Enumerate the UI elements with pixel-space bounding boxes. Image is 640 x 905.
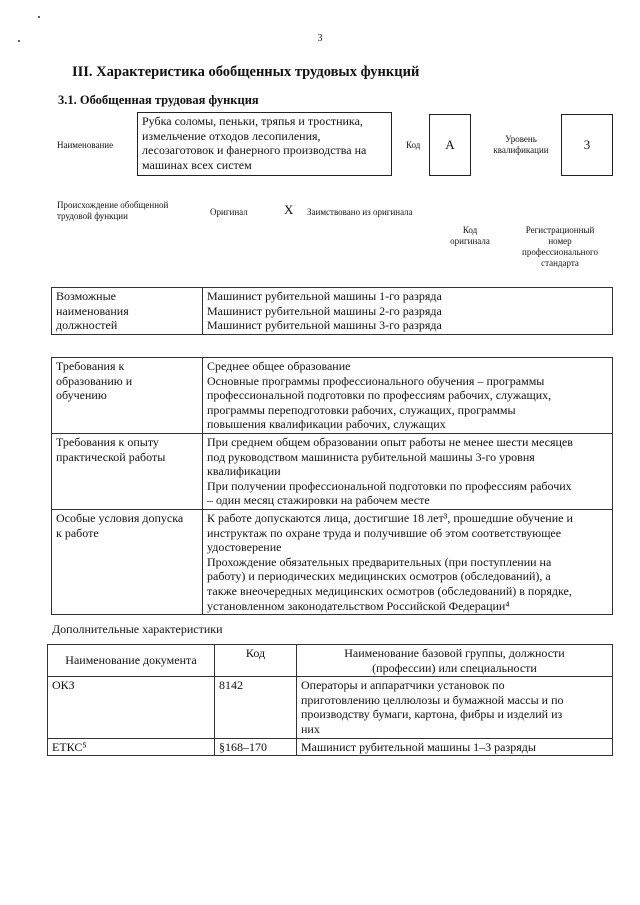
table-row <box>52 509 613 614</box>
page-number: 3 <box>317 33 323 44</box>
requirement-text <box>203 509 613 614</box>
code-original-caption <box>440 225 500 247</box>
column-header: Код <box>215 645 297 677</box>
requirement-label <box>52 358 203 434</box>
requirement-label <box>52 433 203 509</box>
label-line: к работе <box>56 525 99 540</box>
label-line: практической работы <box>56 449 166 464</box>
text-line: под руководством машиниста рубительной машины 3-го уровня <box>207 449 535 464</box>
table-cell: 8142 <box>215 677 297 738</box>
name-line: машинах всех систем <box>142 157 252 172</box>
table-header-row <box>48 645 613 677</box>
text-line: повышения квалификации рабочих, служащих <box>207 417 446 432</box>
text-line: удостоверение <box>207 540 282 555</box>
caption-line: Регистрационный <box>525 225 595 235</box>
positions-label <box>52 288 203 335</box>
origin-label <box>57 200 168 222</box>
caption-line: номер <box>548 236 572 246</box>
list-item: Машинист рубительной машины 1-го разряда <box>207 289 442 303</box>
level-value: 3 <box>583 137 591 152</box>
text-line: программы переподготовки рабочих, служащих, программы <box>207 402 516 417</box>
name-box <box>137 112 392 176</box>
original-label: Оригинал <box>210 207 248 217</box>
name-label: Наименование <box>57 140 114 150</box>
table-cell: §168–170 <box>215 738 297 756</box>
name-line: Рубка соломы, пеньки, тряпья и тростника, <box>142 114 363 128</box>
header-line: (профессии) или специальности <box>372 660 537 675</box>
text-line: Основные программы профессионального обучения – программы <box>207 373 545 388</box>
name-line: лесозаготовок и фанерного производства на <box>142 143 367 158</box>
table-row <box>52 358 613 434</box>
list-item: Машинист рубительной машины 2-го разряда <box>207 303 442 318</box>
positions-list <box>203 288 613 335</box>
label-line: Особые условия допуска <box>56 510 184 525</box>
cell-line: Операторы и аппаратчики установок по <box>301 678 505 693</box>
text-line: Прохождение обязательных предварительных (при поступлении на <box>207 554 552 569</box>
level-label-line: Уровень <box>505 134 537 144</box>
scan-speck <box>38 16 40 18</box>
reg-number-caption <box>510 225 610 269</box>
header-line: Наименование базовой группы, должности <box>344 646 565 660</box>
additional-table <box>47 644 613 756</box>
table-cell <box>297 738 613 756</box>
borrowed-label: Заимствовано из оригинала <box>307 207 413 217</box>
column-header <box>297 645 613 677</box>
text-line: инструктаж по охране труда и получившие об этом соответствующее <box>207 525 562 540</box>
text-line: При среднем общем образовании опыт работы не менее шести месяцев <box>207 434 573 449</box>
requirement-text <box>203 433 613 509</box>
code-box <box>429 114 471 176</box>
subsection-title: 3.1. Обобщенная трудовая функция <box>58 93 259 107</box>
label-line: Требования к <box>56 359 125 373</box>
caption-line: профессионального <box>522 247 598 257</box>
label-line: должностей <box>56 318 118 333</box>
column-header: Наименование документа <box>48 645 215 677</box>
label-line: образованию и <box>56 373 133 388</box>
additional-title: Дополнительные характеристики <box>52 622 223 636</box>
table-row <box>52 433 613 509</box>
level-box <box>561 114 613 176</box>
table-row <box>52 288 613 335</box>
level-label-line: квалификации <box>493 145 549 155</box>
origin-label-line: трудовой функции <box>57 211 128 221</box>
requirements-table <box>51 357 613 615</box>
table-cell: ЕТКС⁵ <box>48 738 215 756</box>
table-cell <box>297 677 613 738</box>
table-row <box>48 677 613 738</box>
cell-line: производству бумаги, картона, фибры и изделий из <box>301 707 563 722</box>
requirement-text <box>203 358 613 434</box>
text-line: также внеочередных медицинских осмотров (обследований) в порядке, <box>207 583 572 598</box>
text-line: квалификации <box>207 464 281 479</box>
positions-table <box>51 287 613 335</box>
text-line: При получении профессиональной подготовки по профессиям рабочих <box>207 478 572 493</box>
section-title: III. Характеристика обобщенных трудовых функций <box>72 64 420 80</box>
text-line: работу) и периодических медицинских осмотров (обследований), а <box>207 569 551 584</box>
table-row <box>48 738 613 756</box>
cell-line: приготовлению целлюлозы и бумажной массы и по <box>301 692 564 707</box>
table-cell: ОКЗ <box>48 677 215 738</box>
code-value: А <box>445 137 455 152</box>
requirement-label <box>52 509 203 614</box>
cell-line: них <box>301 721 320 736</box>
cell-line: Машинист рубительной машины 1–3 разряды <box>301 739 536 754</box>
text-line: – один месяц стажировки на рабочем месте <box>207 493 430 508</box>
label-line: Возможные <box>56 289 116 303</box>
caption-line: Код <box>462 225 478 235</box>
code-label: Код <box>406 140 421 150</box>
list-item: Машинист рубительной машины 3-го разряда <box>207 318 442 333</box>
original-mark: X <box>284 202 294 217</box>
name-line: измельчение отходов лесопиления, <box>142 128 321 143</box>
label-line: обучению <box>56 388 107 403</box>
label-line: Требования к опыту <box>56 434 159 449</box>
label-line: наименования <box>56 303 129 318</box>
text-line: профессиональной подготовки по профессиям рабочих, служащих, <box>207 388 552 403</box>
text-line: К работе допускаются лица, достигшие 18 лет³, прошедшие обучение и <box>207 510 573 525</box>
caption-line: стандарта <box>541 258 579 268</box>
text-line: установленном законодательством Российской Федерации⁴ <box>207 598 510 613</box>
function-name <box>138 113 391 173</box>
caption-line: оригинала <box>450 236 490 246</box>
text-line: Среднее общее образование <box>207 359 351 373</box>
origin-label-line: Происхождение обобщенной <box>57 200 169 210</box>
level-label <box>481 134 561 156</box>
